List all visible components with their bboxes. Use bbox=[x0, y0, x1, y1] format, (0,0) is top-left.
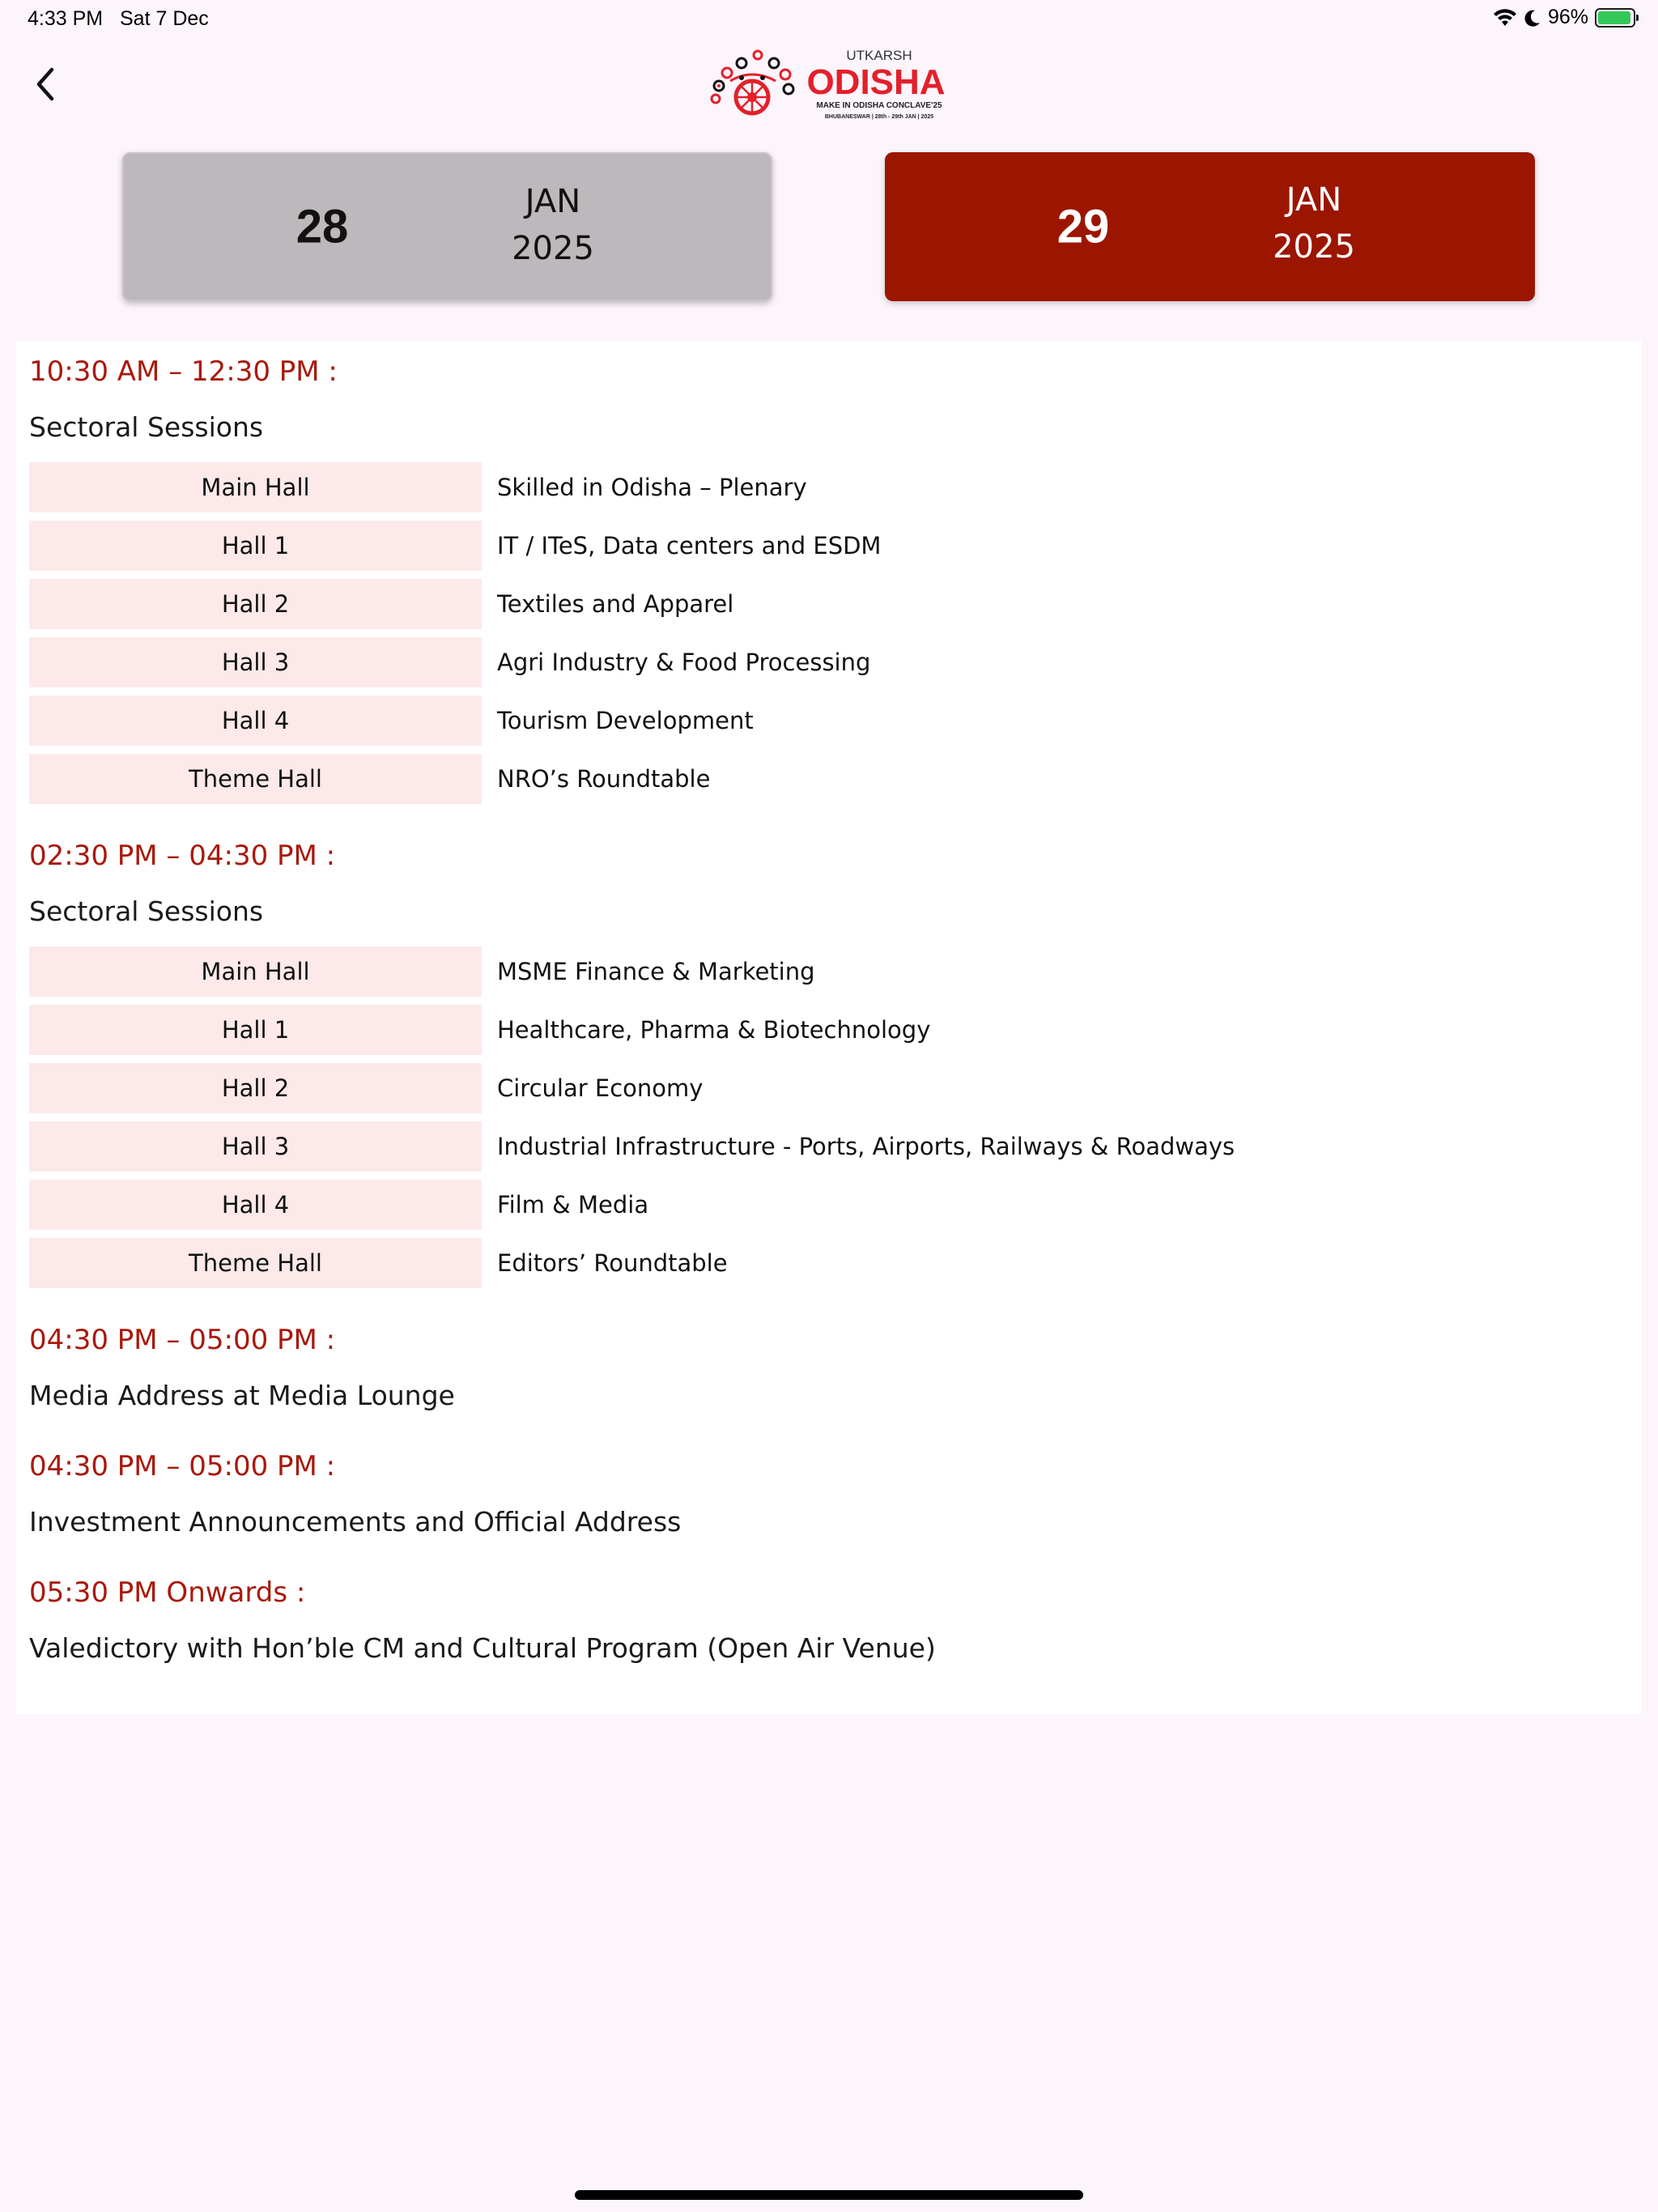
slot-title: Valedictory with Hon’ble CM and Cultural Program (Open Air Venue) bbox=[29, 1632, 936, 1664]
slot-title: Sectoral Sessions bbox=[29, 895, 264, 927]
moon-icon bbox=[1524, 8, 1541, 28]
session-topic: Editors’ Roundtable bbox=[497, 1249, 728, 1277]
table-row bbox=[29, 521, 1324, 571]
back-button[interactable] bbox=[29, 63, 62, 105]
battery-percent: 96% bbox=[1547, 6, 1588, 28]
logo-subline: BHUBANESWAR | 28th - 29th JAN | 2025 bbox=[824, 114, 934, 120]
session-topic: Tourism Development bbox=[497, 707, 754, 734]
hall-name: Hall 2 bbox=[29, 1063, 482, 1113]
table-row bbox=[29, 1005, 1324, 1055]
home-indicator[interactable] bbox=[575, 2190, 1083, 2200]
wheel-emblem-icon bbox=[712, 51, 793, 113]
slot-title: Media Address at Media Lounge bbox=[29, 1380, 455, 1411]
logo-main-text: ODISHA bbox=[806, 62, 946, 102]
event-logo bbox=[706, 44, 952, 125]
battery-cap bbox=[1636, 15, 1639, 21]
slot-title: Investment Announcements and Official Address bbox=[29, 1506, 682, 1538]
session-topic: Textiles and Apparel bbox=[497, 590, 734, 618]
session-topic: Industrial Infrastructure - Ports, Airports, Railways & Roadways bbox=[497, 1133, 1235, 1160]
battery-icon bbox=[1595, 8, 1635, 28]
table-row bbox=[29, 1121, 1324, 1172]
slot-time: 02:30 PM – 04:30 PM : bbox=[29, 840, 336, 872]
date-day: 29 bbox=[1056, 200, 1110, 253]
hall-name: Hall 3 bbox=[29, 1121, 482, 1172]
session-topic: NRO’s Roundtable bbox=[497, 765, 711, 793]
session-topic: MSME Finance & Marketing bbox=[497, 958, 815, 985]
session-topic: IT / ITeS, Data centers and ESDM bbox=[497, 532, 882, 559]
table-row bbox=[29, 579, 1324, 629]
date-month: JAN bbox=[525, 183, 581, 220]
session-topic: Film & Media bbox=[497, 1191, 649, 1219]
schedule-panel bbox=[16, 341, 1642, 1714]
slot-time: 04:30 PM – 05:00 PM : bbox=[29, 1450, 336, 1482]
table-row bbox=[29, 1238, 1324, 1288]
status-bar bbox=[0, 0, 1658, 39]
table-row bbox=[29, 1180, 1324, 1230]
logo-graphic bbox=[706, 44, 952, 125]
table-row bbox=[29, 1063, 1324, 1113]
wifi-icon bbox=[1493, 8, 1517, 28]
session-topic: Agri Industry & Food Processing bbox=[497, 649, 871, 676]
session-topic: Circular Economy bbox=[497, 1074, 704, 1102]
status-time: 4:33 PM bbox=[28, 7, 104, 30]
date-year: 2025 bbox=[512, 230, 594, 267]
date-day: 28 bbox=[295, 200, 349, 253]
session-topic: Healthcare, Pharma & Biotechnology bbox=[497, 1016, 931, 1044]
hall-name: Main Hall bbox=[29, 462, 482, 513]
status-date: Sat 7 Dec bbox=[120, 7, 209, 30]
slot-title: Sectoral Sessions bbox=[29, 411, 264, 443]
table-row bbox=[29, 696, 1324, 746]
hall-name: Main Hall bbox=[29, 946, 482, 997]
hall-name: Hall 2 bbox=[29, 579, 482, 629]
hall-name: Hall 4 bbox=[29, 1180, 482, 1230]
logo-top-text: UTKARSH bbox=[846, 48, 912, 63]
slot-time: 05:30 PM Onwards : bbox=[29, 1576, 306, 1609]
logo-tagline: MAKE IN ODISHA CONCLAVE'25 bbox=[816, 101, 942, 110]
table-row bbox=[29, 462, 1324, 513]
hall-name: Hall 1 bbox=[29, 521, 482, 571]
table-row bbox=[29, 754, 1324, 804]
hall-name: Theme Hall bbox=[29, 1238, 482, 1288]
hall-name: Hall 4 bbox=[29, 696, 482, 746]
hall-name: Hall 3 bbox=[29, 637, 482, 687]
date-month: JAN bbox=[1286, 181, 1342, 219]
status-indicators bbox=[1493, 6, 1635, 29]
date-year: 2025 bbox=[1273, 228, 1355, 266]
battery-level bbox=[1598, 11, 1630, 24]
table-row bbox=[29, 946, 1324, 997]
date-card-28[interactable] bbox=[122, 152, 772, 301]
chevron-left-icon bbox=[29, 63, 62, 105]
session-topic: Skilled in Odisha – Plenary bbox=[497, 474, 807, 501]
hall-name: Theme Hall bbox=[29, 754, 482, 804]
date-card-29[interactable] bbox=[885, 152, 1535, 301]
table-row bbox=[29, 637, 1324, 687]
hall-name: Hall 1 bbox=[29, 1005, 482, 1055]
slot-time: 04:30 PM – 05:00 PM : bbox=[29, 1324, 336, 1356]
slot-time: 10:30 AM – 12:30 PM : bbox=[29, 355, 338, 388]
